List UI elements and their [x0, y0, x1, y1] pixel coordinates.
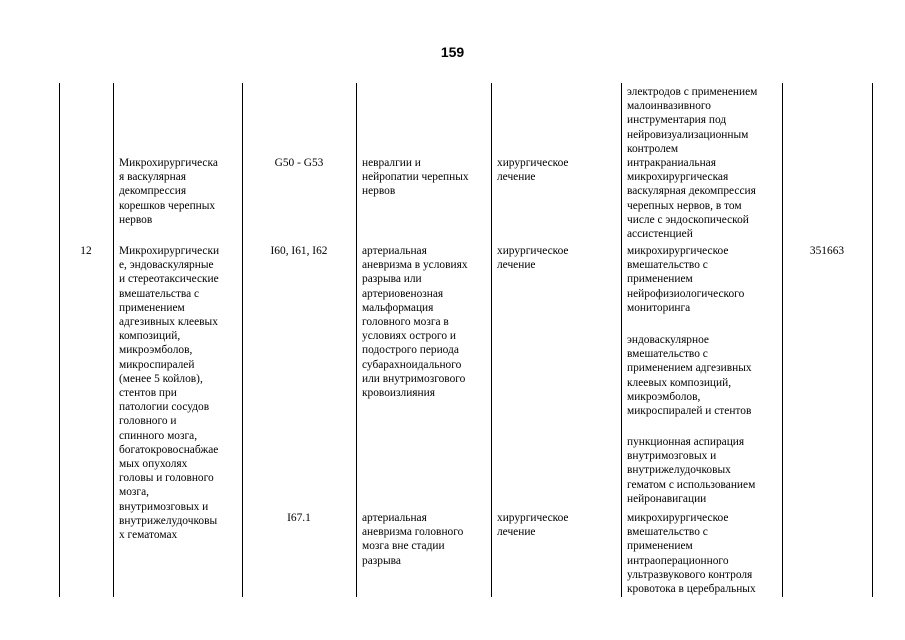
- treatment-type-cell: хирургическое лечение: [497, 245, 569, 272]
- column-divider: [621, 83, 622, 597]
- row-number-cell: 12: [80, 245, 92, 257]
- care-type-cell: Микрохирургически е, эндоваскулярные и стереотаксические вмешательства с применением адгезивных клеевых композиций, микроэмболов, микроспиралей (менее 5 койлов), стентов при патологии сосудов головного и спинного мозга, богатокровоснабжае мых опухолях головы и головного мозга, внутримозговых и внутрижелудочковы х гематомах: [119, 245, 220, 542]
- treatment-method-cell: микрохирургическое вмешательство с применением нейрофизиологического мониторинга: [627, 245, 745, 314]
- column-divider: [356, 83, 357, 597]
- care-type-cell: Микрохирургическа я васкулярная декомпрессия корешков черепных нервов: [119, 157, 218, 226]
- diagnosis-code-cell: G50 - G53: [274, 157, 324, 169]
- column-divider: [491, 83, 492, 597]
- treatment-method-cell: интракраниальная микрохирургическая васкулярная декомпрессия черепных нервов, в том числе с эндоскопической ассистенцией: [627, 157, 756, 241]
- table-border-right: [872, 83, 873, 597]
- treatment-method-cell: электродов с применением малоинвазивного инструментария под нейровизуализационным контролем: [627, 86, 758, 155]
- diagnosis-code-cell: I60, I61, I62: [270, 245, 328, 257]
- treatment-type-cell: хирургическое лечение: [497, 157, 569, 184]
- treatment-method-cell: микрохирургическое вмешательство с применением интраоперационного ультразвукового контроля кровотока в церебральных: [627, 512, 756, 596]
- patient-model-cell: невралгии и нейропатии черепных нервов: [362, 157, 469, 198]
- patient-model-cell: артериальная аневризма в условиях разрыва или артериовенозная мальформация головного мозга в условиях острого и подострого периода субарахноидального или внутримозгового кровоизлияния: [362, 245, 468, 400]
- treatment-type-cell: хирургическое лечение: [497, 512, 569, 539]
- treatment-method-cell: пункционная аспирация внутримозговых и внутрижелудочковых гематом с использованием нейронавигации: [627, 436, 756, 505]
- page-number: 159: [440, 44, 465, 60]
- column-divider: [782, 83, 783, 597]
- treatment-method-cell: эндоваскулярное вмешательство с применением адгезивных клеевых композиций, микроэмболов, микроспиралей и стентов: [627, 334, 752, 418]
- diagnosis-code-cell: I67.1: [287, 512, 311, 524]
- column-divider: [113, 83, 114, 597]
- financing-amount-cell: 351663: [809, 245, 845, 257]
- patient-model-cell: артериальная аневризма головного мозга вне стадии разрыва: [362, 512, 464, 567]
- table-border-left: [59, 83, 60, 597]
